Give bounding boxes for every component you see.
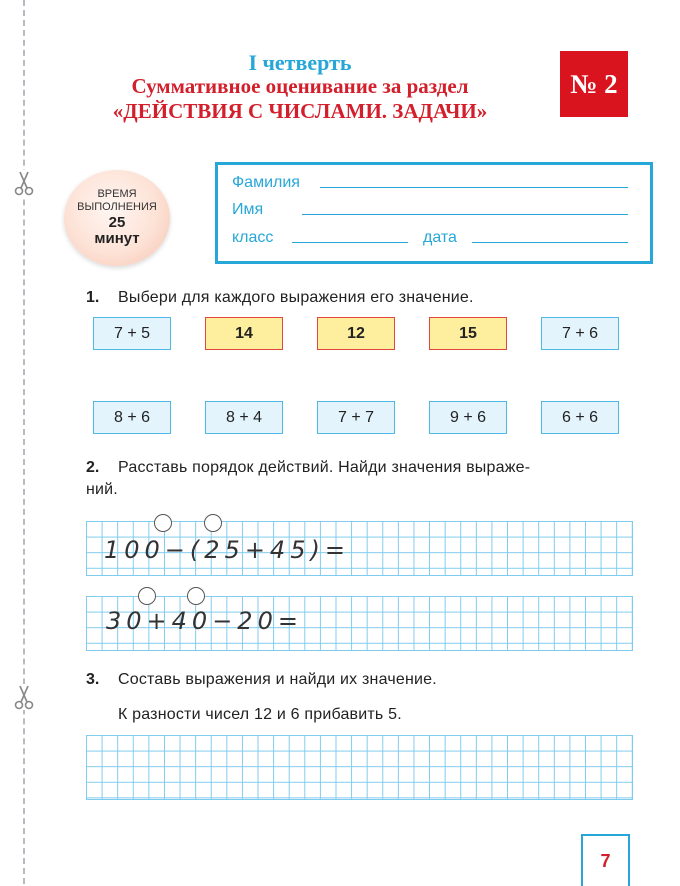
- expression-card[interactable]: 7 + 6: [541, 317, 619, 350]
- value-card[interactable]: 14: [205, 317, 283, 350]
- order-circle[interactable]: [138, 587, 156, 605]
- time-unit: минут: [94, 230, 140, 247]
- scissors-icon: [13, 170, 35, 196]
- task2-text-line1: Расставь порядок действий. Найди значения выраже-: [118, 459, 531, 476]
- task2-text-line2: ний.: [86, 481, 118, 498]
- answer-grid-3[interactable]: [86, 735, 633, 800]
- time-label-1: ВРЕМЯ: [97, 188, 137, 200]
- expression-card[interactable]: 8 + 4: [205, 401, 283, 434]
- order-circle[interactable]: [187, 587, 205, 605]
- assessment-title: Суммативное оценивание за раздел: [131, 74, 469, 98]
- expression-card[interactable]: 6 + 6: [541, 401, 619, 434]
- value-card[interactable]: 15: [429, 317, 507, 350]
- task3-text: Составь выражения и найди их значение.: [118, 671, 437, 688]
- expression-card[interactable]: 7 + 5: [93, 317, 171, 350]
- expression-card[interactable]: 8 + 6: [93, 401, 171, 434]
- task3-subtext: К разности чисел 12 и 6 прибавить 5.: [118, 706, 402, 723]
- class-label: класс: [232, 229, 274, 246]
- quarter-title: I четверть: [248, 50, 352, 75]
- student-info-box: [215, 162, 653, 264]
- name-label: Имя: [232, 201, 264, 218]
- section-title: «ДЕЙСТВИЯ С ЧИСЛАМИ. ЗАДАЧИ»: [112, 99, 488, 123]
- order-circle[interactable]: [204, 514, 222, 532]
- time-badge: [64, 170, 170, 266]
- value-card[interactable]: 12: [317, 317, 395, 350]
- date-label: дата: [423, 229, 457, 246]
- name-field[interactable]: [302, 214, 628, 215]
- surname-field[interactable]: [320, 187, 628, 188]
- task1-text: Выбери для каждого выражения его значение.: [118, 289, 474, 306]
- handwritten-expression-2: 30+40−20=: [106, 607, 303, 635]
- cut-line: [23, 0, 25, 884]
- class-field[interactable]: [292, 242, 408, 243]
- assessment-number-badge: № 2: [560, 51, 628, 117]
- expression-card[interactable]: 7 + 7: [317, 401, 395, 434]
- date-field[interactable]: [472, 242, 628, 243]
- order-circle[interactable]: [154, 514, 172, 532]
- surname-label: Фамилия: [232, 174, 300, 191]
- task1-number: 1.: [86, 289, 100, 306]
- expression-card[interactable]: 9 + 6: [429, 401, 507, 434]
- scissors-icon: [13, 684, 35, 710]
- time-minutes: 25: [108, 214, 126, 231]
- handwritten-expression-1: 100−(25+45)=: [104, 536, 350, 564]
- task3-number: 3.: [86, 671, 100, 688]
- task2-number: 2.: [86, 459, 100, 476]
- time-label-2: ВЫПОЛНЕНИЯ: [77, 201, 157, 213]
- page-number: 7: [581, 834, 630, 886]
